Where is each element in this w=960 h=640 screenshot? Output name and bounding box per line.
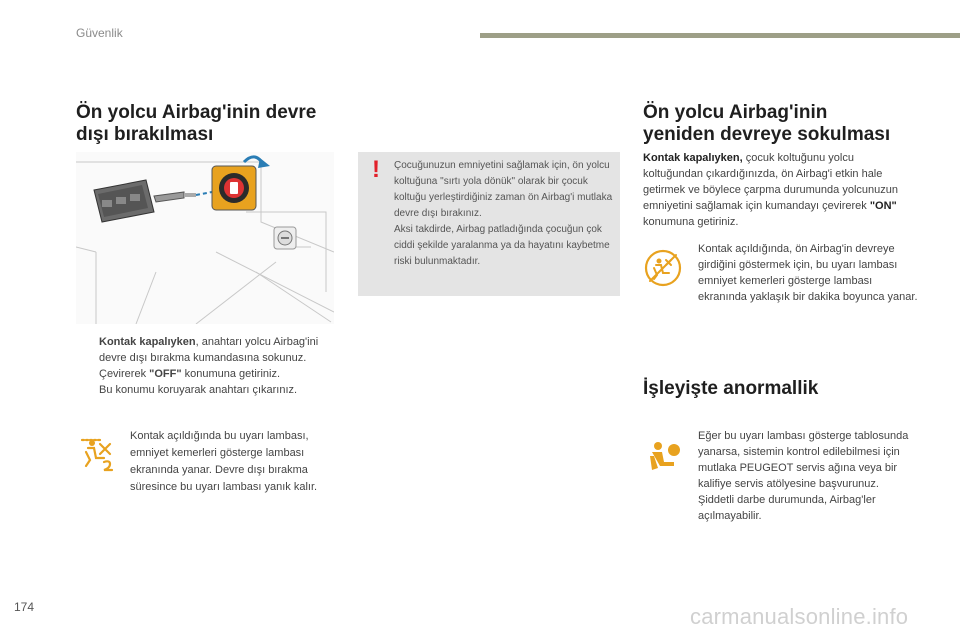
airbag-fault-warning-icon (646, 438, 682, 474)
warning-text (394, 158, 616, 270)
bullet-text: , anahtarı yolcu Airbag'ini devre dışı bırakma kumandasına sokunuz. (99, 336, 319, 364)
left-title-line1: Ön yolcu Airbag'inin devre (76, 102, 317, 123)
right-para-bold: Kontak kapalıyken, (643, 152, 743, 164)
left-title-line2: dışı bırakılması (76, 124, 214, 145)
right-note-1: Kontak açıldığında, ön Airbag'in devreye girdiğini göstermek için, bu uyarı lambası emniyet kemerleri gösterge lambası ekranında yaklaşık bir dakika boyunca yanar. (698, 243, 918, 303)
list-item (82, 382, 344, 398)
right-para-text: çocuk koltuğunu yolcu koltuğundan çıkardığınızda, ön Airbag'i etkin hale getirmek ve böylece çarpma durumunda yolcunuzun emniyetini sağlamak için kumandayı çevirerek (643, 152, 898, 212)
left-note: Kontak açıldığında bu uyarı lambası, emniyet kemerleri gösterge lambası ekranında yanar. Devre dışı bırakma süresince bu uyarı lambası yanık kalır. (130, 430, 318, 493)
right-title-line1: Ön yolcu Airbag'inin (643, 102, 828, 123)
warning-paragraph-1: Çocuğunuzun emniyetini sağlamak için, ön yolcu koltuğuna "sırtı yola dönük" olarak bir çocuk koltuğu yerleştirdiğiniz zaman ön Airbag'i mutlaka devre dışı bırakınız. (394, 160, 613, 219)
section-header: Güvenlik (76, 26, 123, 40)
header-divider-bar (480, 33, 960, 38)
list-item (82, 366, 344, 382)
right-note-2-line1: Eğer bu uyarı lambası gösterge tablosunda yanarsa, sistemin kontrol edilebilmesi için mutlaka PEUGEOT servis ağına veya bir kalifiye servis atölyesine başvurunuz. (698, 430, 909, 490)
airbag-off-warning-svg (80, 436, 116, 472)
airbag-off-warning-icon (80, 436, 116, 472)
page-number: 174 (14, 600, 35, 614)
right-title (643, 102, 933, 146)
airbag-on-indicator-svg (643, 248, 683, 288)
right-paragraph (643, 150, 913, 230)
right-para-text2: konumuna getiriniz. (643, 216, 739, 228)
switch-illustration-svg (76, 152, 334, 324)
warning-paragraph-2: Aksi takdirde, Airbag patladığında çocuğun çok ciddi şekilde yaralanma ya da hayatını kaybetme riski bulunmaktadır. (394, 224, 610, 267)
list-item (82, 334, 344, 366)
airbag-switch-illustration (76, 152, 334, 324)
left-title (76, 102, 356, 146)
bullet-text: Bu konumu koruyarak anahtarı çıkarınız. (99, 384, 298, 396)
instructions-list (82, 334, 344, 398)
right-title-line2: yeniden devreye sokulması (643, 124, 891, 145)
airbag-on-indicator-icon (643, 248, 683, 288)
bullet-bold: "OFF" (149, 368, 182, 380)
bullet-pre: Çevirerek (99, 368, 150, 380)
warning-icon: ! (372, 156, 380, 183)
right-note-2 (698, 428, 918, 524)
bullet-text: konumuna getiriniz. (181, 368, 281, 380)
bullet-bold: Kontak kapalıyken (99, 336, 196, 348)
key-icon (94, 180, 196, 222)
watermark: carmanualsonline.info (690, 604, 909, 629)
warning-box (358, 152, 620, 296)
airbag-switch-icon (274, 227, 296, 249)
right-note-2-line2: Şiddetli darbe durumunda, Airbag'ler açılmayabilir. (698, 494, 876, 522)
right-para-bold2: "ON" (869, 200, 897, 212)
airbag-fault-warning-svg (646, 438, 682, 474)
anomaly-title: İşleyişte anormallik (643, 378, 819, 399)
